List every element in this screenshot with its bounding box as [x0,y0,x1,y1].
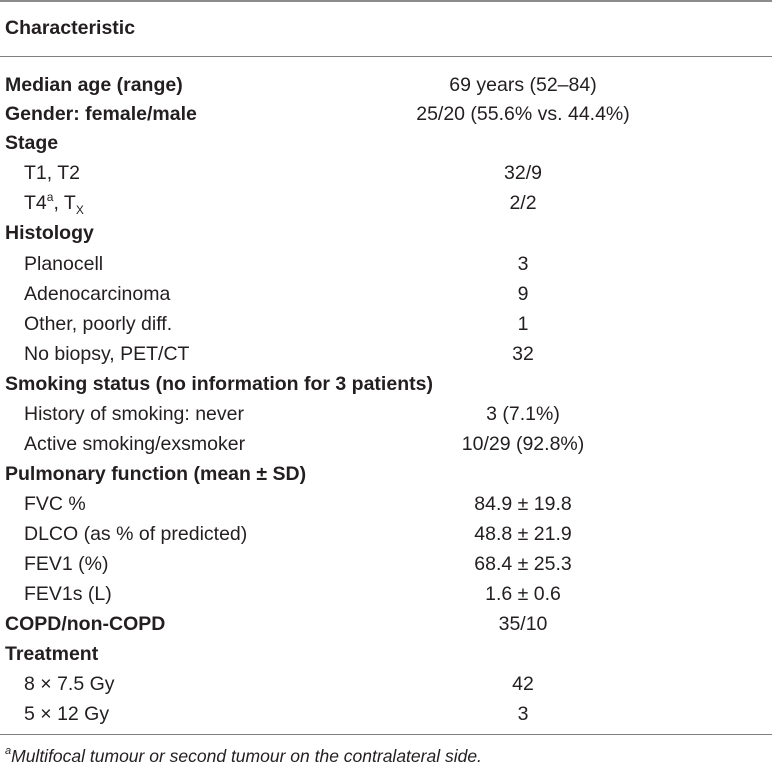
row-value: 3 [517,253,529,275]
row-value: 9 [517,283,529,305]
table-row [0,369,772,399]
stage-tx-prefix: , T [53,192,76,214]
row-value: 48.8 ± 21.9 [474,523,572,545]
table-row [0,699,772,729]
row-value: 84.9 ± 19.8 [474,493,572,515]
row-value: 68.4 ± 25.3 [474,553,572,575]
footnote-marker: a [46,189,54,204]
stage-t4: T4 [24,192,47,214]
table-row [0,249,772,279]
footnote-marker: a [5,745,12,758]
row-label: Smoking status (no information for 3 patients) [5,373,433,395]
row-value: 3 [517,703,529,725]
table-row [0,309,772,339]
row-label: Pulmonary function (mean ± SD) [5,463,307,485]
table-row [0,188,772,218]
row-value: 1 [517,313,529,335]
row-label: Adenocarcinoma [24,283,171,305]
row-label: 5 × 12 Gy [24,703,110,725]
table-row [0,399,772,429]
row-label: History of smoking: never [24,403,244,425]
row-value: 3 (7.1%) [486,403,560,425]
row-label: Histology [5,222,94,244]
table-row [0,218,772,248]
row-value: 32 [512,343,534,365]
row-label: T1, T2 [24,162,80,184]
table-row [0,549,772,579]
row-value: 25/20 (55.6% vs. 44.4%) [416,103,630,125]
table-row [0,429,772,459]
row-label [24,188,84,218]
row-value: 69 years (52–84) [449,74,597,96]
table-row [0,609,772,639]
row-value: 42 [512,673,534,695]
row-value: 2/2 [509,192,537,214]
table-row [0,158,772,188]
row-value: 35/10 [498,613,548,635]
row-label: FEV1s (L) [24,583,112,605]
table-header-characteristic: Characteristic [5,17,136,39]
row-label: Other, poorly diff. [24,313,173,335]
table-row [0,339,772,369]
row-label: Median age (range) [5,74,183,96]
row-label: No biopsy, PET/CT [24,343,190,365]
table-row [0,128,772,158]
row-label: FEV1 (%) [24,553,109,575]
row-label: Stage [5,132,59,154]
table-row [0,70,772,100]
row-label: Planocell [24,253,104,275]
footnote-text: Multifocal tumour or second tumour on the contralateral side. [11,746,482,766]
table-header-rule [0,56,772,57]
stage-tx-subscript: X [75,202,84,217]
row-value: 32/9 [504,162,542,184]
table-row [0,669,772,699]
row-label: Gender: female/male [5,103,197,125]
table-footnote [5,744,482,768]
table-bottom-rule [0,734,772,735]
table-row [0,99,772,129]
table-row [0,489,772,519]
table-row [0,639,772,669]
table-row [0,519,772,549]
table-row [0,279,772,309]
row-label: COPD/non-COPD [5,613,166,635]
row-label: Active smoking/exsmoker [24,433,246,455]
table-top-rule [0,0,772,2]
table-row [0,459,772,489]
row-value: 1.6 ± 0.6 [485,583,561,605]
table-row [0,579,772,609]
row-label: FVC % [24,493,86,515]
row-label: DLCO (as % of predicted) [24,523,248,545]
row-label: Treatment [5,643,99,665]
row-label: 8 × 7.5 Gy [24,673,115,695]
row-value: 10/29 (92.8%) [461,433,585,455]
